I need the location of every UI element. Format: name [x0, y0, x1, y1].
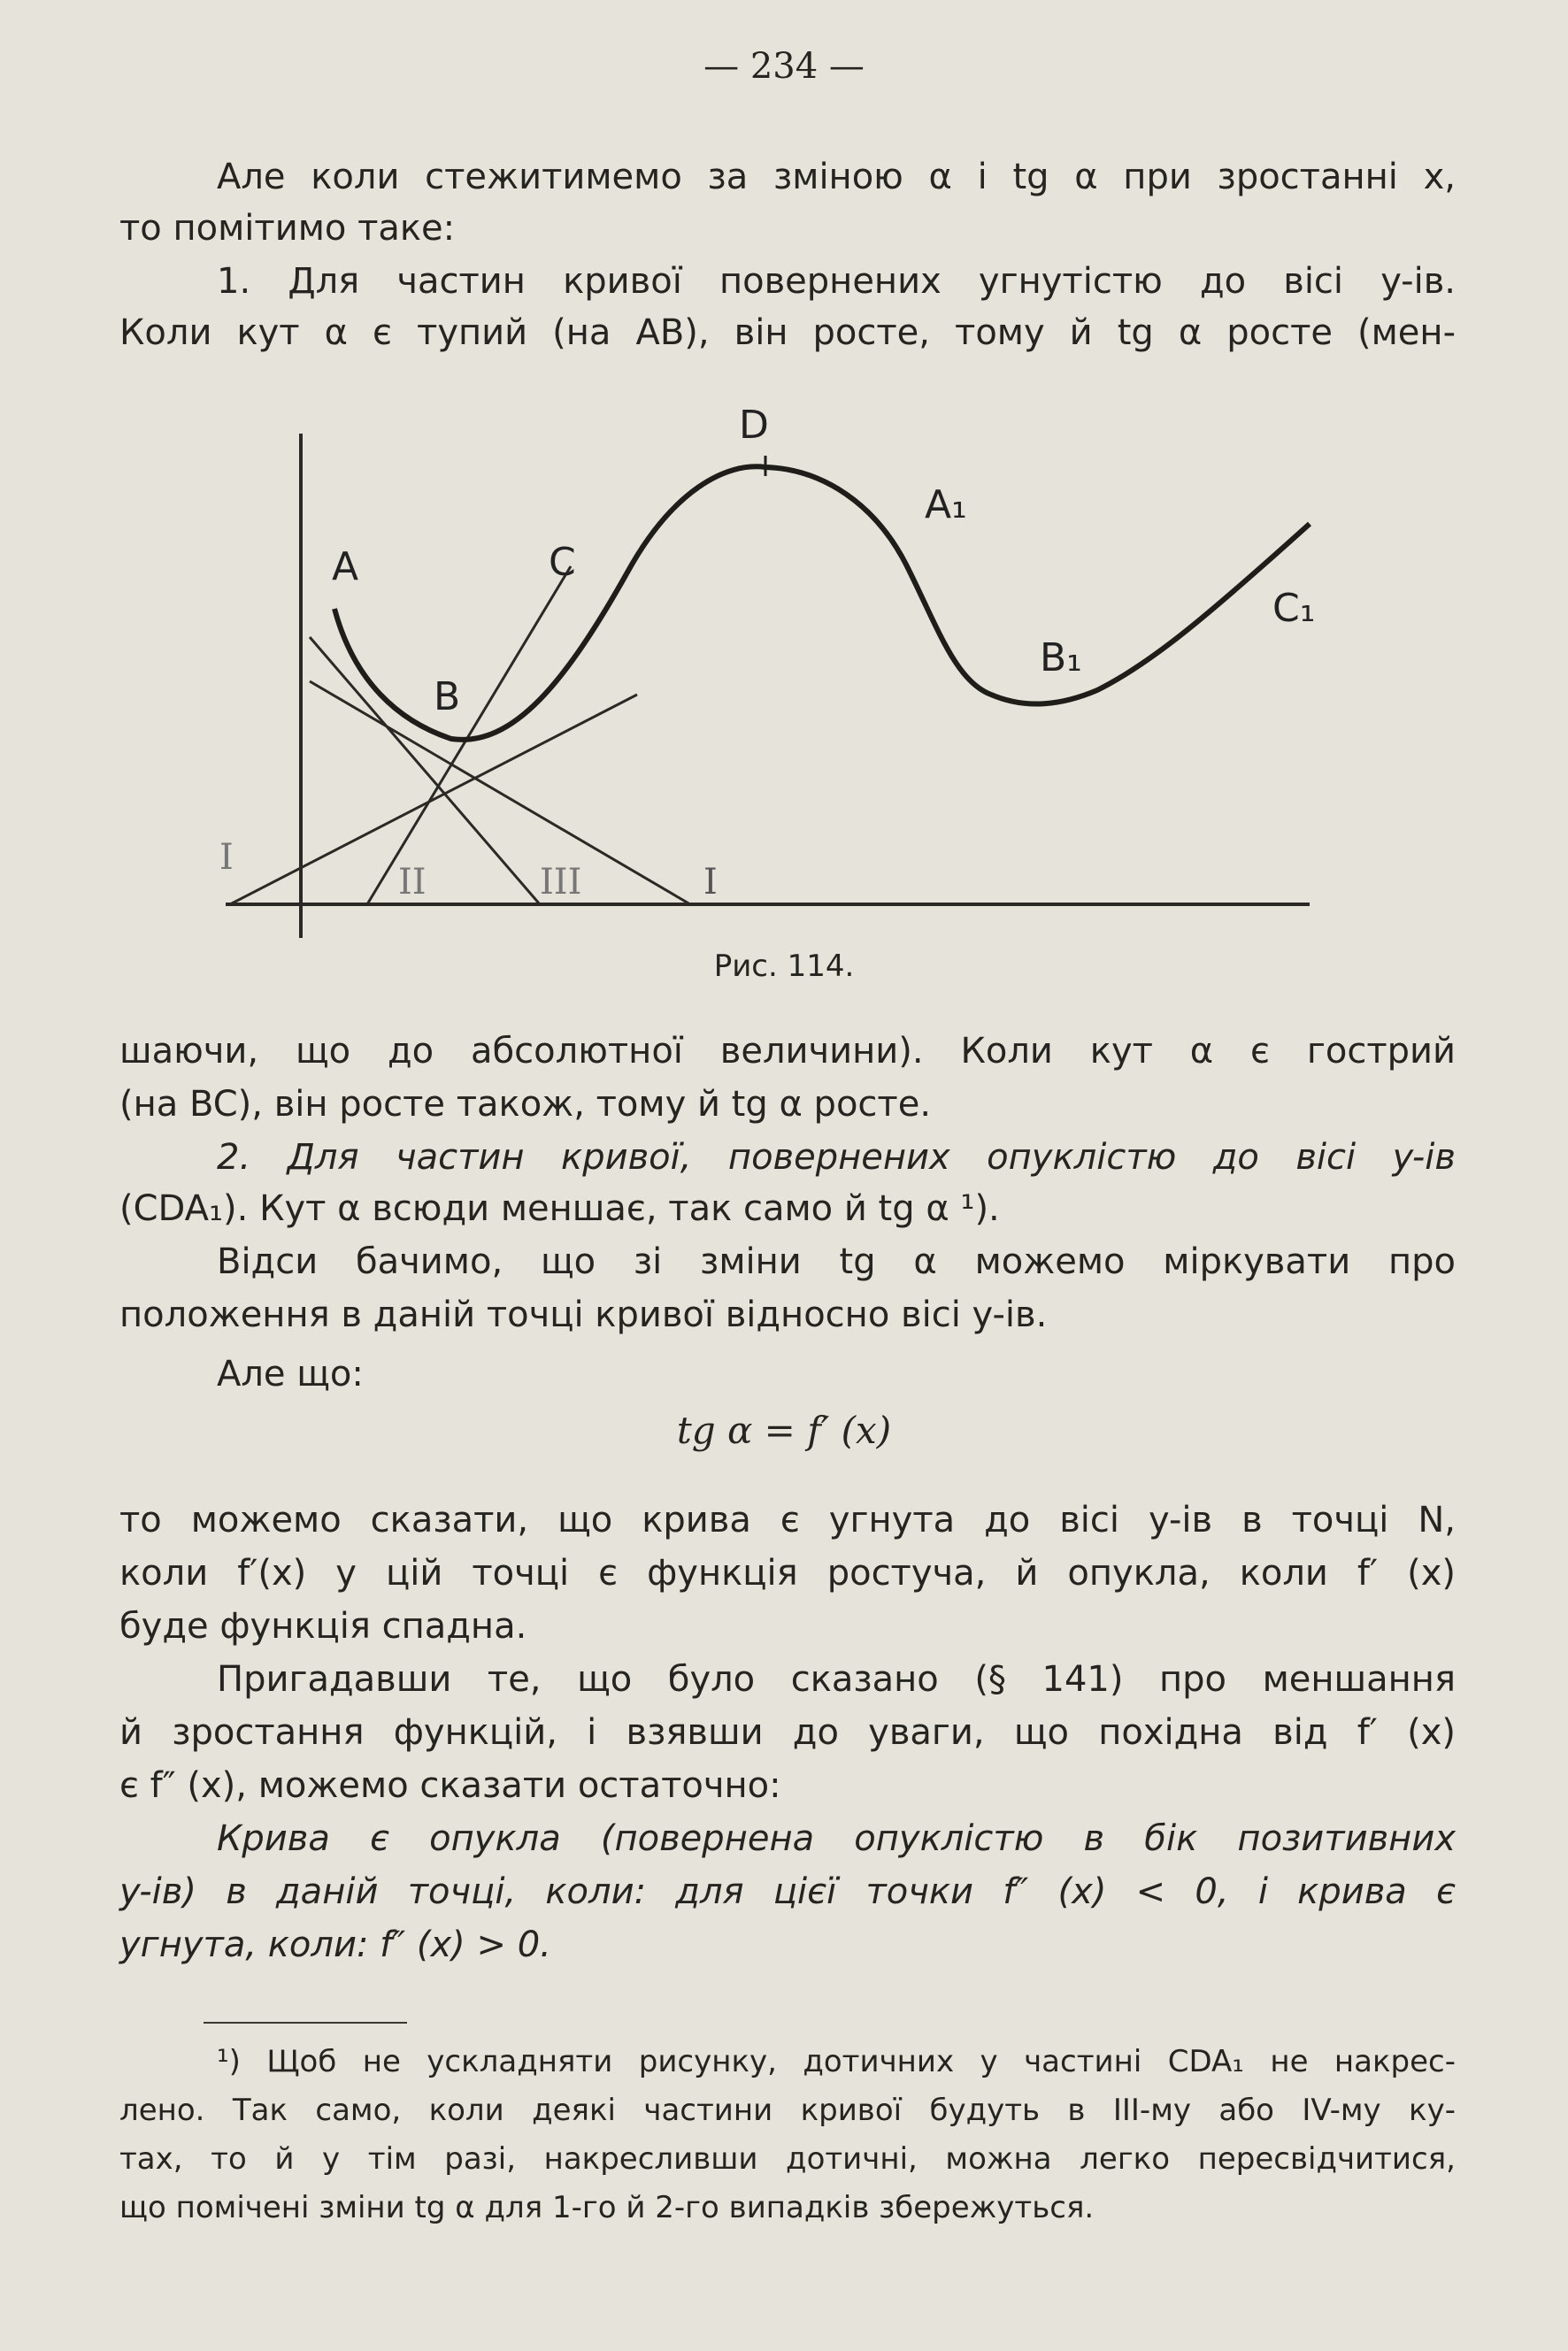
paragraph-line: Коли кут α є тупий (на AB), він росте, тому й tg α росте (мен- [119, 312, 1456, 353]
paragraph-line: то можемо сказати, що крива є угнута до вісі y-ів в точці N, [119, 1500, 1456, 1540]
tangent-line [310, 681, 690, 904]
tangent-line [367, 566, 571, 904]
footnote-line: лено. Так само, коли деякі частини кривої будуть в III-му або IV-му ку- [119, 2093, 1456, 2128]
paragraph-line: шаючи, що до абсолютної величини). Коли кут α є гострий [119, 1031, 1456, 1072]
paragraph-line: положення в даній точці кривої відносно вісі y-ів. [119, 1295, 1048, 1335]
curve-tangent-figure [177, 389, 1345, 938]
paragraph-line: Але що: [217, 1354, 364, 1394]
label-B: B [434, 674, 461, 719]
paragraph-line: то помітимо таке: [119, 208, 456, 249]
conclusion-line: y-ів) в даній точці, коли: для цієї точки f″ (x) < 0, і крива є [119, 1871, 1456, 1912]
label-B1: B₁ [1040, 635, 1082, 680]
footnote-line: тах, то й у тім разі, накресливши дотичні, можна легко пересвідчитися, [119, 2141, 1456, 2177]
conclusion-line: Крива є опукла (повернена опуклістю в бік позитивних [217, 1818, 1456, 1859]
roman-label: I [219, 837, 234, 878]
figure-caption: Рис. 114. [713, 949, 855, 984]
paragraph-line: Але коли стежитимемо за зміною α і tg α при зростанні x, [217, 157, 1456, 197]
list-item-2-heading: 2. Для частин кривої, повернених опуклістю до вісі y-ів [217, 1137, 1456, 1178]
list-item-1-heading: 1. Для частин кривої повернених угнутістю до вісі y-ів. [217, 261, 1456, 302]
paragraph-line: (CDA₁). Кут α всюди меншає, так само й tg α ¹). [119, 1188, 1000, 1229]
label-A1: A₁ [925, 482, 967, 527]
paragraph-line: коли f′(x) у цій точці є функція ростуча, й опукла, коли f′ (x) [119, 1553, 1456, 1594]
label-C1: C₁ [1272, 586, 1316, 631]
formula: tg α = f′ (x) [676, 1409, 892, 1452]
footnote-line: що помічені зміни tg α для 1-го й 2-го випадків збережуться. [119, 2190, 1095, 2225]
roman-label: III [540, 862, 582, 903]
paragraph-line: й зростання функцій, і взявши до уваги, що похідна від f′ (x) [119, 1712, 1456, 1753]
label-D: D [739, 403, 769, 448]
footnote-line: ¹) Щоб не ускладняти рисунку, дотичних у частині CDA₁ не накрес- [217, 2044, 1456, 2079]
paragraph-line: є f″ (x), можемо сказати остаточно: [119, 1765, 781, 1806]
paragraph-line: Пригадавши те, що було сказано (§ 141) про меншання [217, 1659, 1456, 1700]
label-A: A [332, 544, 359, 589]
page-number: — 234 — [703, 46, 865, 87]
paragraph-line: (на BC), він росте також, тому й tg α росте. [119, 1084, 932, 1125]
footnote-rule [204, 2022, 407, 2024]
paragraph-line: Відси бачимо, що зі зміни tg α можемо міркувати про [217, 1241, 1456, 1282]
label-C: C [549, 540, 576, 585]
paragraph-line: буде функція спадна. [119, 1606, 527, 1647]
curve [334, 466, 1310, 740]
roman-label: I [703, 862, 718, 903]
roman-label: II [398, 862, 427, 903]
conclusion-line: угнута, коли: f″ (x) > 0. [119, 1925, 551, 1965]
